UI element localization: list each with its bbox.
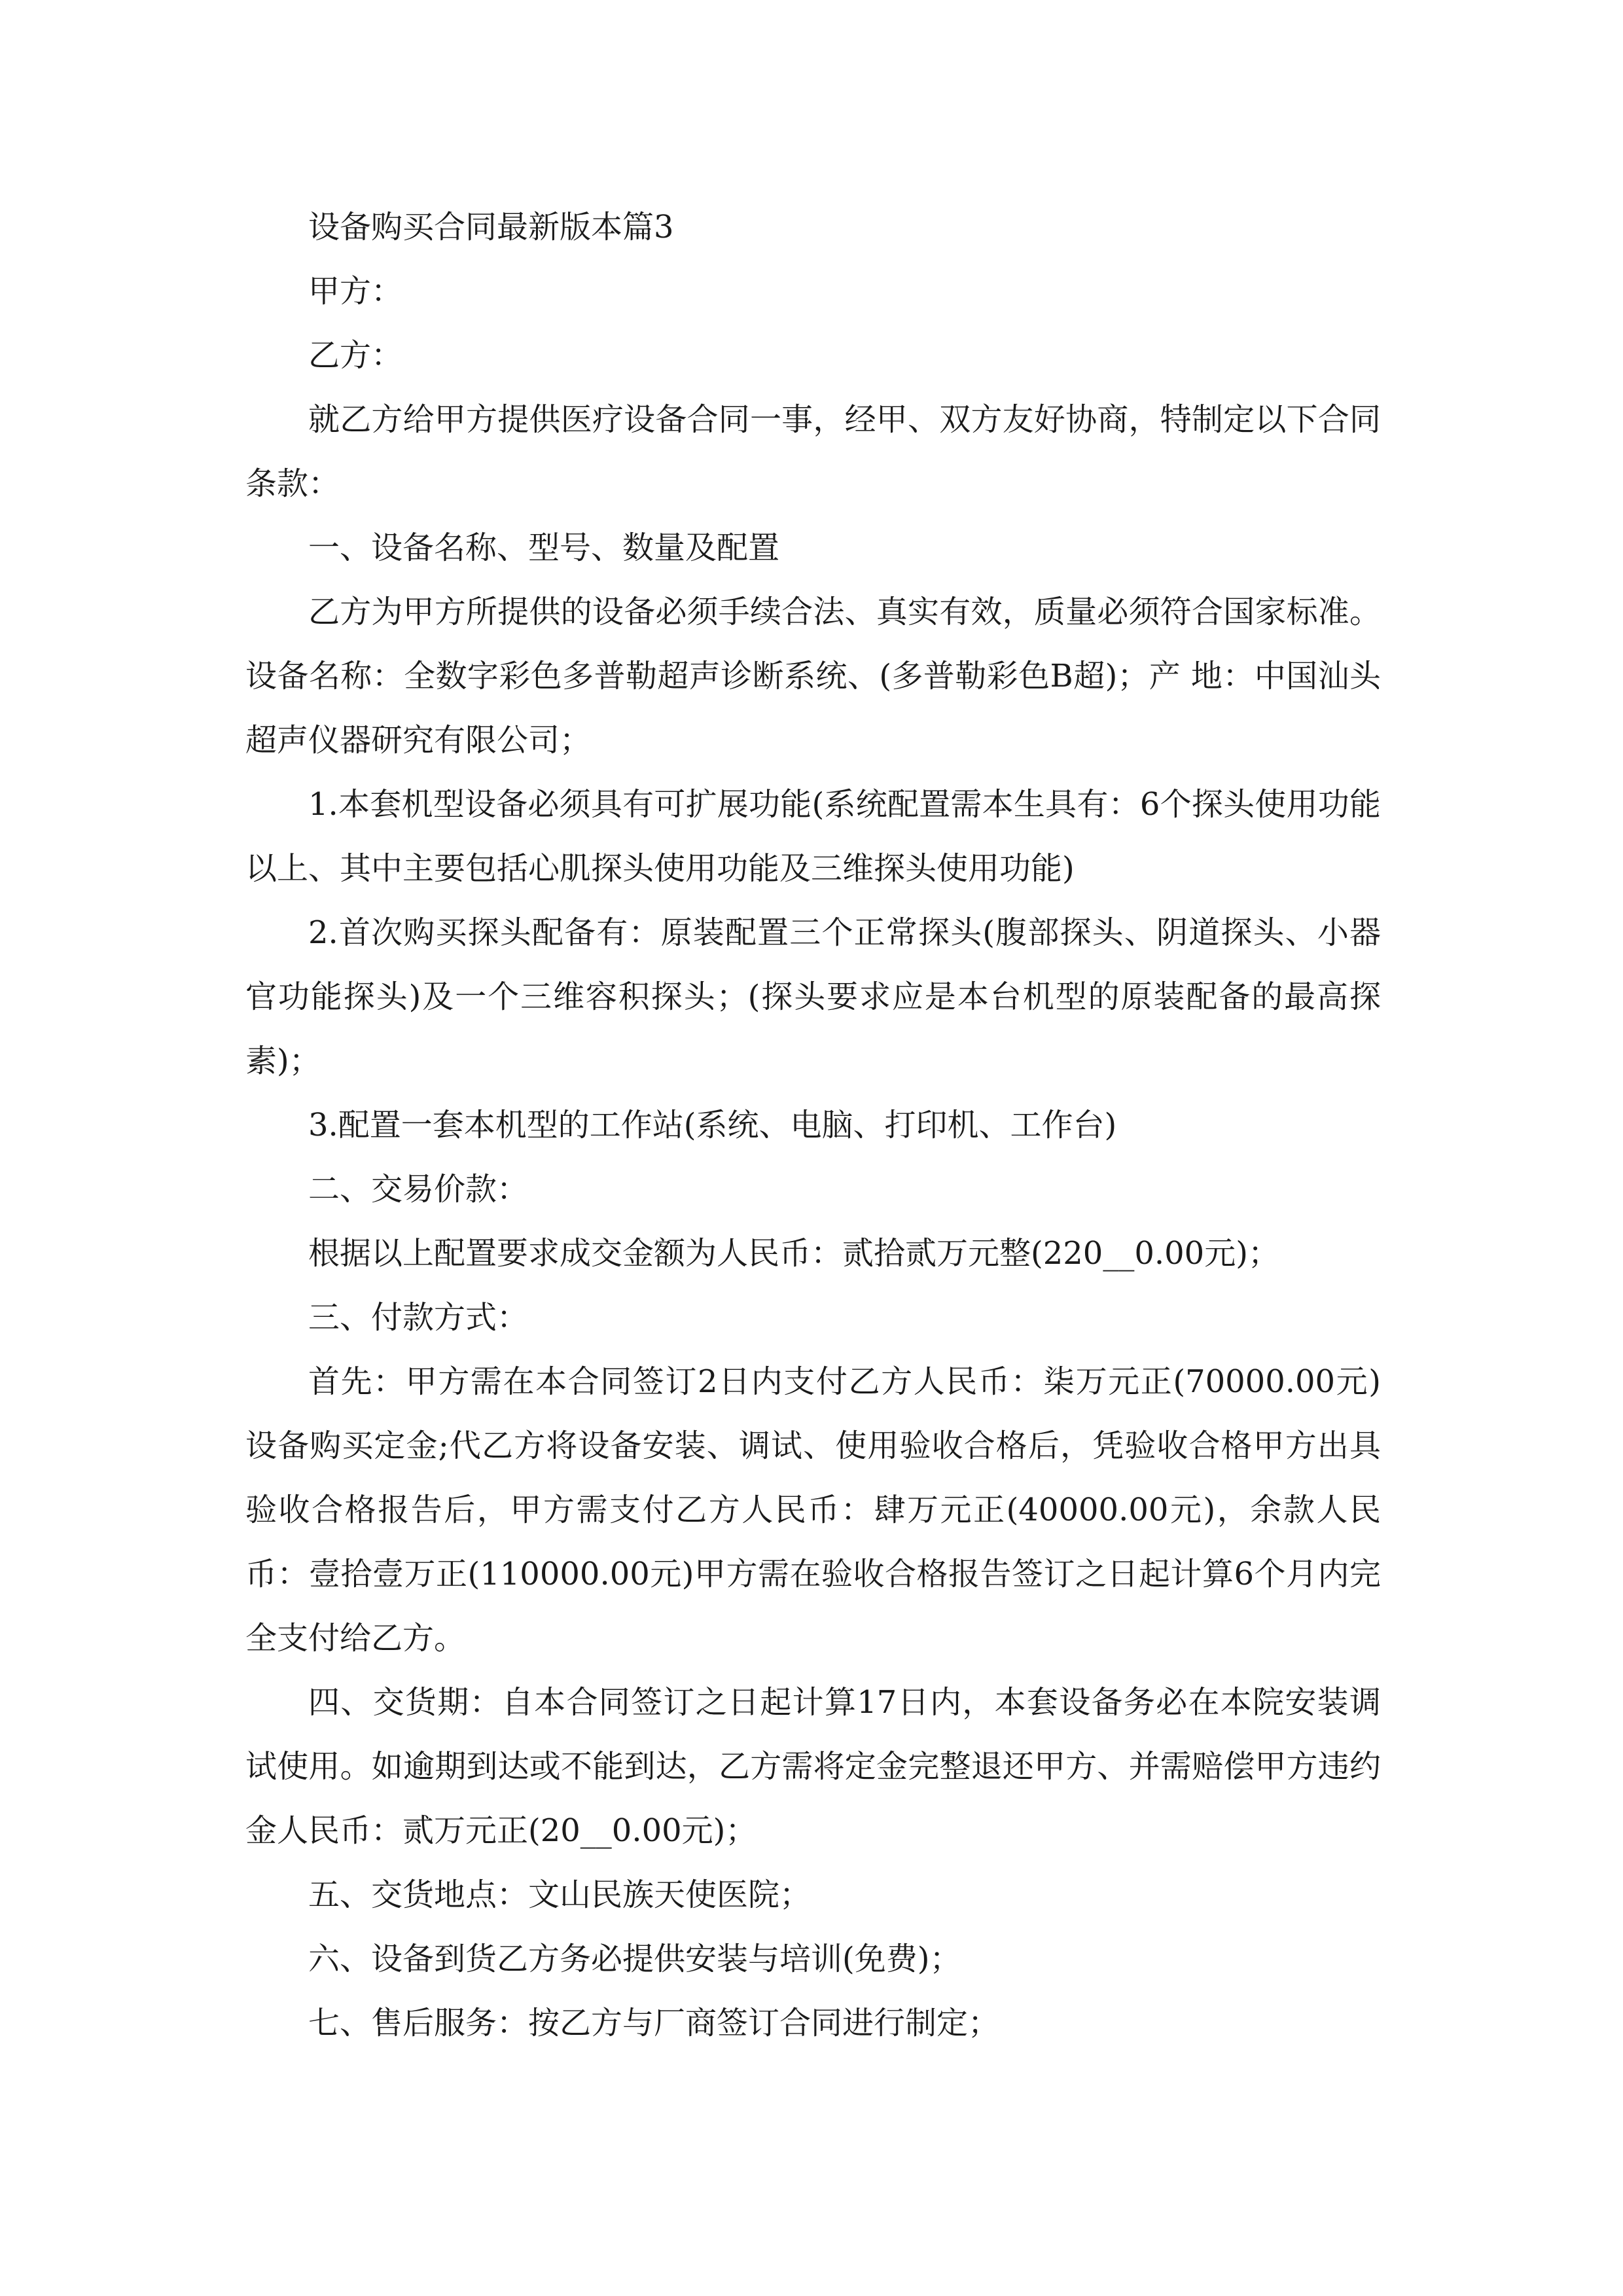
clause-item-2: 2.首次购买探头配备有：原装配置三个正常探头(腹部探头、阴道探头、小器官功能探头)及一个三维容积探头；(探头要求应是本台机型的原装配备的最高探素)； [245, 914, 1381, 1079]
section-heading-3: 三、付款方式： [308, 1299, 529, 1336]
delivery-period-paragraph: 四、交货期：自本合同签订之日起计算17日内，本套设备务必在本院安装调试使用。如逾期到达或不能到达，乙方需将定金完整退还甲方、并需赔偿甲方违约金人民币：贰万元正(20__0.00元)； [245, 1684, 1381, 1849]
after-sales-paragraph: 七、售后服务：按乙方与厂商签订合同进行制定； [308, 2005, 1000, 2041]
party-b-line: 乙方： [308, 337, 403, 374]
delivery-location-paragraph: 五、交货地点：文山民族天使医院； [308, 1876, 812, 1913]
equipment-description: 乙方为甲方所提供的设备必须手续合法、真实有效，质量必须符合国家标准。设备名称：全数字彩色多普勒超声诊断系统、(多普勒彩色B超)；产 地：中国汕头超声仪器研究有限公司； [245, 594, 1381, 759]
document-body [245, 195, 1381, 2055]
party-a-line: 甲方： [308, 273, 403, 310]
intro-paragraph: 就乙方给甲方提供医疗设备合同一事，经甲、双方友好协商，特制定以下合同条款： [245, 401, 1381, 502]
price-paragraph: 根据以上配置要求成交金额为人民币：贰拾贰万元整(220__0.00元)； [308, 1235, 1279, 1272]
installation-paragraph: 六、设备到货乙方务必提供安装与培训(免费)； [308, 1941, 961, 1977]
document-title: 设备购买合同最新版本篇3 [308, 209, 674, 245]
payment-paragraph: 首先：甲方需在本合同签订2日内支付乙方人民币：柒万元正(70000.00元)设备购买定金;代乙方将设备安装、调试、使用验收合格后，凭验收合格甲方出具验收合格报告后，甲方需支付乙方人民币：肆万元正(40000.00元)，余款人民币：壹拾壹万正(110000.00元)甲方需在验收合格报告签订之日起计算6个月内完全支付给乙方。 [245, 1363, 1381, 1657]
section-heading-1: 一、设备名称、型号、数量及配置 [308, 529, 780, 566]
clause-item-3: 3.配置一套本机型的工作站(系统、电脑、打印机、工作台) [308, 1107, 1117, 1143]
clause-item-1: 1.本套机型设备必须具有可扩展功能(系统配置需本生具有：6个探头使用功能以上、其中主要包括心肌探头使用功能及三维探头使用功能) [245, 786, 1381, 887]
section-heading-2: 二、交易价款： [308, 1171, 529, 1208]
